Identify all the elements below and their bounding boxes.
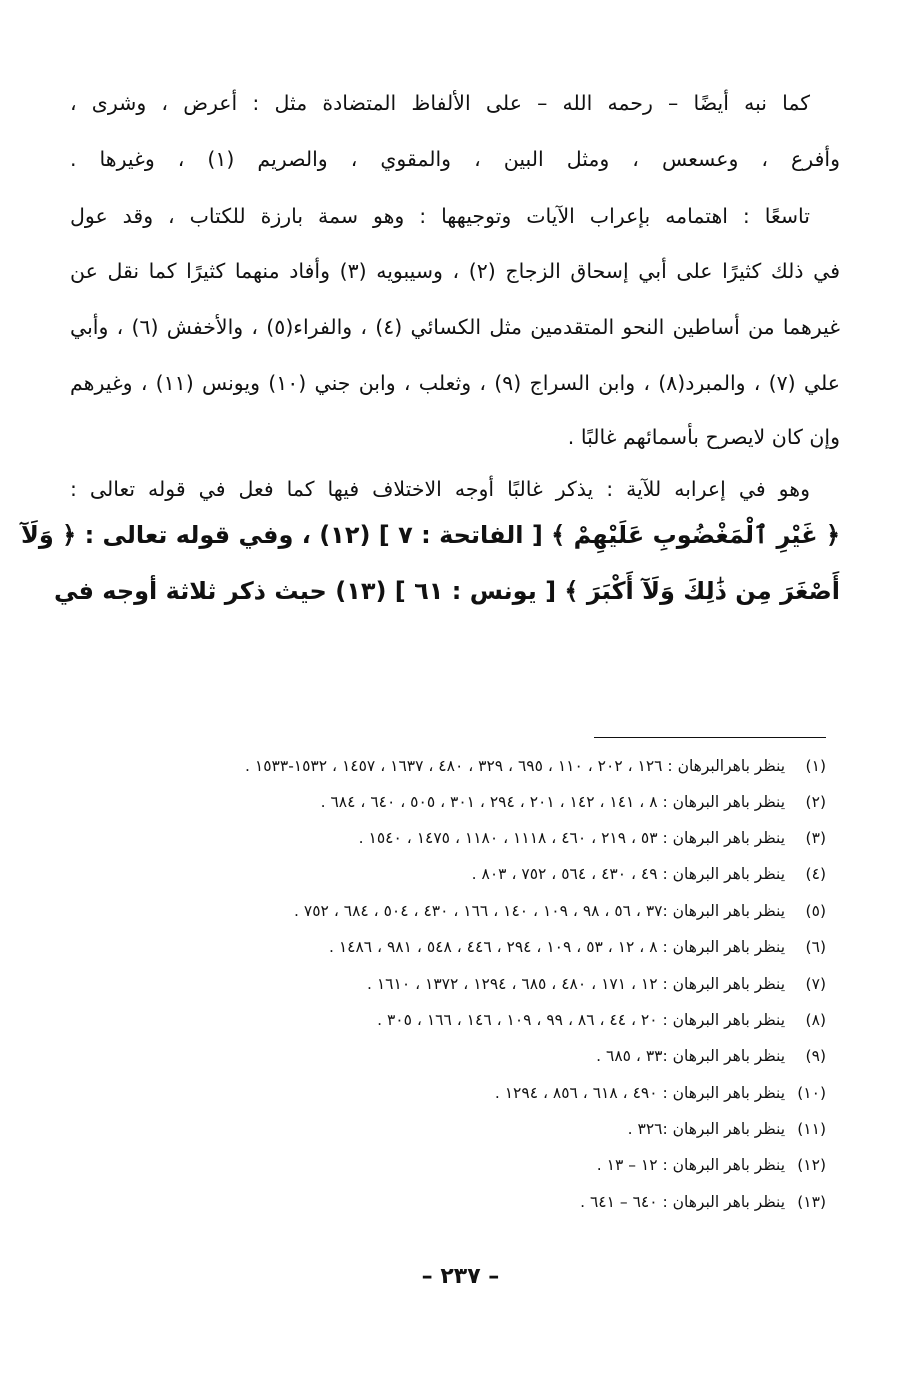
footnote-number: (٦) [805, 938, 826, 956]
text-line: علي (٧) ، والمبرد(٨) ، وابن السراج (٩) ، وثعلب ، وابن جني (١٠) ويونس (١١) ، وغيرهم [70, 371, 841, 395]
footnote-text: ينظر باهر البرهان :٣٧ ، ٥٦ ، ٩٨ ، ١٠٩ ، ١٤٠ ، ١٦٦ ، ٤٣٠ ، ٥٠٤ ، ٦٨٤ ، ٧٥٢ . [294, 902, 786, 920]
footnote-number: (٣) [805, 829, 826, 847]
footnote-text: ينظر باهرالبرهان : ١٢٦ ، ٢٠٢ ، ١١٠ ، ٦٩٥ ، ٣٢٩ ، ٤٨٠ ، ١٦٣٧ ، ١٤٥٧ ، ١٥٣٢-١٥٣٣ . [245, 757, 786, 775]
footnote-number: (٧) [805, 975, 826, 993]
footnote-text: ينظر باهر البرهان : ٨ ، ١٤١ ، ١٤٢ ، ٢٠١ ، ٢٩٤ ، ٣٠١ ، ٥٠٥ ، ٦٤٠ ، ٦٨٤ . [320, 793, 786, 811]
footnote-text: ينظر باهر البرهان : ٨ ، ١٢ ، ٥٣ ، ١٠٩ ، ٢٩٤ ، ٤٤٦ ، ٥٤٨ ، ٩٨١ ، ١٤٨٦ . [328, 938, 786, 956]
footnote [66, 1115, 826, 1143]
footnote-text: ينظر باهر البرهان : ١٢ – ١٣ . [596, 1156, 786, 1174]
text-line: وأفرع ، وعسعس ، ومثل البين ، والمقوي ، والصريم (١) ، وغيرها . [70, 147, 840, 171]
footnote [66, 860, 826, 888]
footnote-text: ينظر باهر البرهان : ٢٠ ، ٤٤ ، ٨٦ ، ٩٩ ، ١٠٩ ، ١٤٦ ، ١٦٦ ، ٣٠٥ . [377, 1011, 786, 1029]
footnote-text: ينظر باهر البرهان :٣٢٦ . [627, 1120, 786, 1138]
footnote-number: (١) [805, 757, 826, 775]
footnote-number: (٥) [805, 902, 826, 920]
footnote-number: (١٠) [797, 1084, 826, 1102]
footnote-number: (١١) [797, 1120, 826, 1138]
footnote [66, 1188, 826, 1216]
footnote-number: (٩) [805, 1047, 826, 1065]
text-line: تاسعًا : اهتمامه بإعراب الآيات وتوجيهها : وهو سمة بارزة للكتاب ، وقد عول [70, 204, 810, 228]
footnote [66, 970, 826, 998]
text-line: وهو في إعرابه للآية : يذكر غالبًا أوجه الاختلاف فيها كما فعل في قوله تعالى : [70, 477, 810, 501]
footnote-text: ينظر باهر البرهان : ٦٤٠ – ٦٤١ . [580, 1193, 786, 1211]
footnote-number: (١٢) [797, 1156, 826, 1174]
footnote [66, 897, 826, 925]
footnote-divider [594, 737, 826, 738]
quran-verse-line: أَصْغَرَ مِن ذَٰلِكَ وَلَآ أَكْبَرَ ﴾ [ يونس : ٦١ ] (١٣) حيث ذكر ثلاثة أوجه في [53, 577, 840, 605]
footnote [66, 824, 826, 852]
page-number: – ٢٣٧ – [421, 1264, 500, 1289]
text-line: في ذلك كثيرًا على أبي إسحاق الزجاج (٢) ، وسيبويه (٣) وأفاد منهما كثيرًا كما نقل عن [70, 259, 840, 283]
footnote-text: ينظر باهر البرهان :٣٣ ، ٦٨٥ . [596, 1047, 786, 1065]
footnote [66, 933, 826, 961]
quran-verse-line: ﴿ غَيْرِ ٱلْمَغْضُوبِ عَلَيْهِمْ ﴾ [ الفاتحة : ٧ ] (١٢) ، وفي قوله تعالى : ﴿ وَلَآ [21, 521, 840, 549]
footnote-number: (٨) [805, 1011, 826, 1029]
footnote-number: (٤) [805, 865, 826, 883]
footnote [66, 752, 826, 780]
footnote-text: ينظر باهر البرهان : ٤٩٠ ، ٦١٨ ، ٨٥٦ ، ١٢٩٤ . [494, 1084, 786, 1102]
footnote [66, 1042, 826, 1070]
footnote [66, 788, 826, 816]
text-line: غيرهما من أساطين النحو المتقدمين مثل الكسائي (٤) ، والفراء(٥) ، والأخفش (٦) ، وأبي [70, 315, 840, 339]
footnote-number: (١٣) [797, 1193, 826, 1211]
footnote-text: ينظر باهر البرهان : ٤٩ ، ٤٣٠ ، ٥٦٤ ، ٧٥٢ ، ٨٠٣ . [471, 865, 786, 883]
footnote-text: ينظر باهر البرهان : ٥٣ ، ٢١٩ ، ٤٦٠ ، ١١١٨ ، ١١٨٠ ، ١٤٧٥ ، ١٥٤٠ . [358, 829, 786, 847]
footnote [66, 1006, 826, 1034]
footnote-text: ينظر باهر البرهان : ١٢ ، ١٧١ ، ٤٨٠ ، ٦٨٥ ، ١٢٩٤ ، ١٣٧٢ ، ١٦١٠ . [367, 975, 786, 993]
footnote [66, 1079, 826, 1107]
footnote-number: (٢) [805, 793, 826, 811]
text-line: كما نبه أيضًا – رحمه الله – على الألفاظ المتضادة مثل : أعرض ، وشرى ، [70, 91, 810, 115]
text-line: وإن كان لايصرح بأسمائهم غالبًا . [567, 425, 840, 449]
footnote [66, 1151, 826, 1179]
